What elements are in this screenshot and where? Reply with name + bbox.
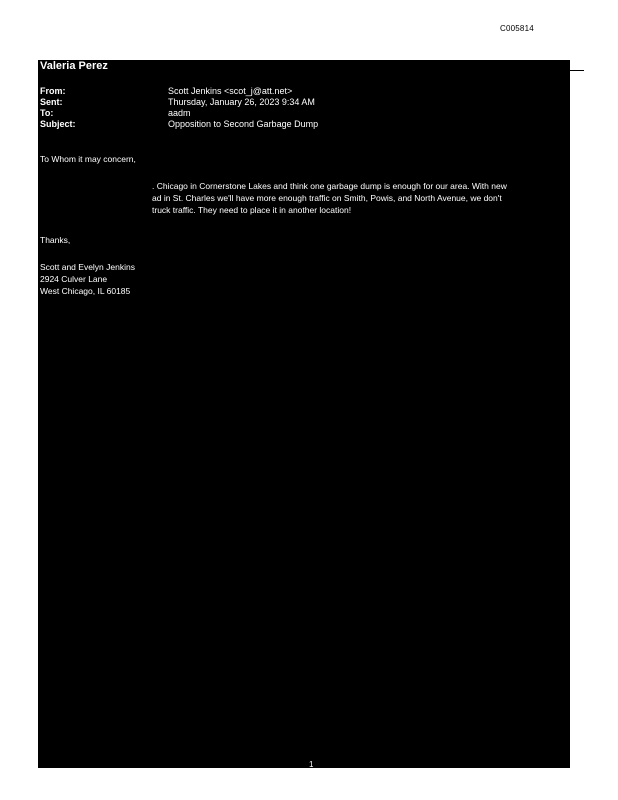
signature xyxy=(40,261,135,297)
sender-name: Valeria Perez xyxy=(40,60,108,72)
paragraph-line: truck traffic. They need to place it in another location! xyxy=(152,205,352,215)
bates-number: C005814 xyxy=(500,24,534,33)
sent-value: Thursday, January 26, 2023 9:34 AM xyxy=(168,97,315,107)
to-value: aadm xyxy=(168,108,191,118)
subject-value: Opposition to Second Garbage Dump xyxy=(168,119,319,129)
paragraph-line: ad in St. Charles we'll have more enough traffic on Smith, Powis, and North Avenue, we don't xyxy=(152,193,502,203)
subject-label: Subject: xyxy=(40,119,76,129)
greeting: To Whom it may concern, xyxy=(40,154,136,164)
signature-line: 2924 Culver Lane xyxy=(40,274,108,284)
page-number: 1 xyxy=(309,760,314,769)
signature-line: Scott and Evelyn Jenkins xyxy=(40,262,135,272)
signature-line: West Chicago, IL 60185 xyxy=(40,286,131,296)
paragraph-line: . Chicago in Cornerstone Lakes and think one garbage dump is enough for our area. With new xyxy=(152,181,507,191)
body-paragraph xyxy=(152,180,570,216)
from-label: From: xyxy=(40,86,66,96)
sent-label: Sent: xyxy=(40,97,63,107)
from-value: Scott Jenkins <scot_j@att.net> xyxy=(168,86,293,96)
email-document xyxy=(38,60,570,768)
to-label: To: xyxy=(40,108,54,118)
closing: Thanks, xyxy=(40,235,71,245)
